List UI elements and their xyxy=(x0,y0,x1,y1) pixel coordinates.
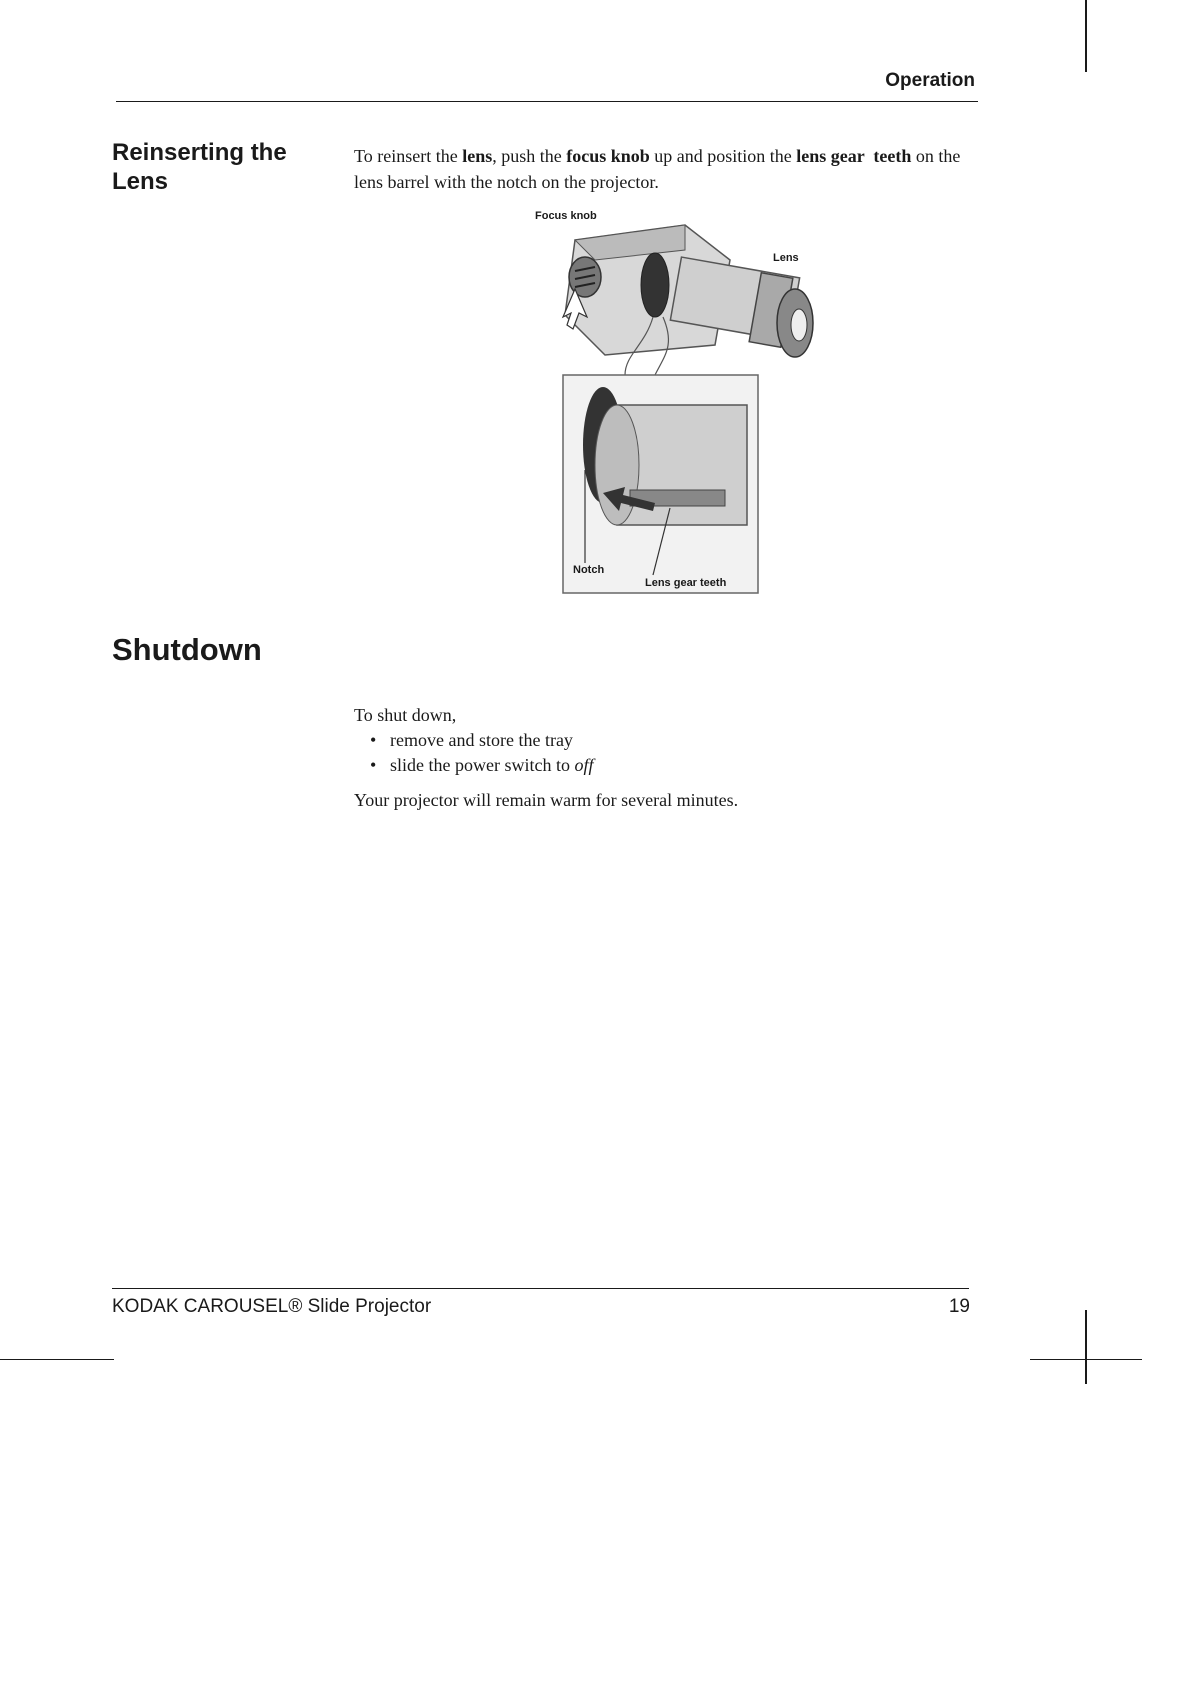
label-focus-knob: Focus knob xyxy=(535,210,597,222)
crop-mark xyxy=(1030,1359,1142,1360)
bold-term: lens gear teeth xyxy=(796,146,912,166)
crop-mark xyxy=(1085,0,1087,72)
list-item xyxy=(354,728,593,753)
list-item-text: remove and store the tray xyxy=(390,730,573,750)
label-lens-gear-teeth: Lens gear teeth xyxy=(645,577,727,589)
lens-glass xyxy=(791,309,807,341)
list-item xyxy=(354,753,593,778)
footer-rule xyxy=(112,1288,969,1289)
shutdown-heading: Shutdown xyxy=(112,632,262,667)
reinsert-heading: Reinserting the Lens xyxy=(112,139,287,195)
label-lens: Lens xyxy=(773,252,799,264)
text-run: on the lens barrel with the notch on the projector. xyxy=(354,146,961,192)
shutdown-closing: Your projector will remain warm for several minutes. xyxy=(354,790,739,810)
label-notch: Notch xyxy=(573,564,605,576)
header-rule xyxy=(116,101,978,102)
shutdown-intro: To shut down, xyxy=(354,705,457,725)
footer-product-name: KODAK CAROUSEL® Slide Projector xyxy=(112,1296,432,1317)
page-number: 19 xyxy=(948,1296,970,1317)
lens-opening xyxy=(641,253,669,317)
bold-term: lens xyxy=(462,146,493,166)
shutdown-bullet-list xyxy=(354,728,593,778)
italic-term: off xyxy=(574,755,594,775)
text-run: , push the xyxy=(492,146,567,166)
lens-reinsertion-illustration xyxy=(535,205,855,600)
list-item-text: slide the power switch to xyxy=(390,755,575,775)
bullet-icon: • xyxy=(370,730,377,750)
text-run: up and position the xyxy=(649,146,797,166)
crop-mark xyxy=(0,1359,114,1360)
crop-mark xyxy=(1085,1310,1087,1384)
bullet-icon: • xyxy=(370,755,377,775)
bold-term: focus knob xyxy=(566,146,650,166)
reinsert-paragraph xyxy=(354,143,974,195)
header-section-title: Operation xyxy=(885,70,975,91)
text-run: To reinsert the xyxy=(354,146,463,166)
